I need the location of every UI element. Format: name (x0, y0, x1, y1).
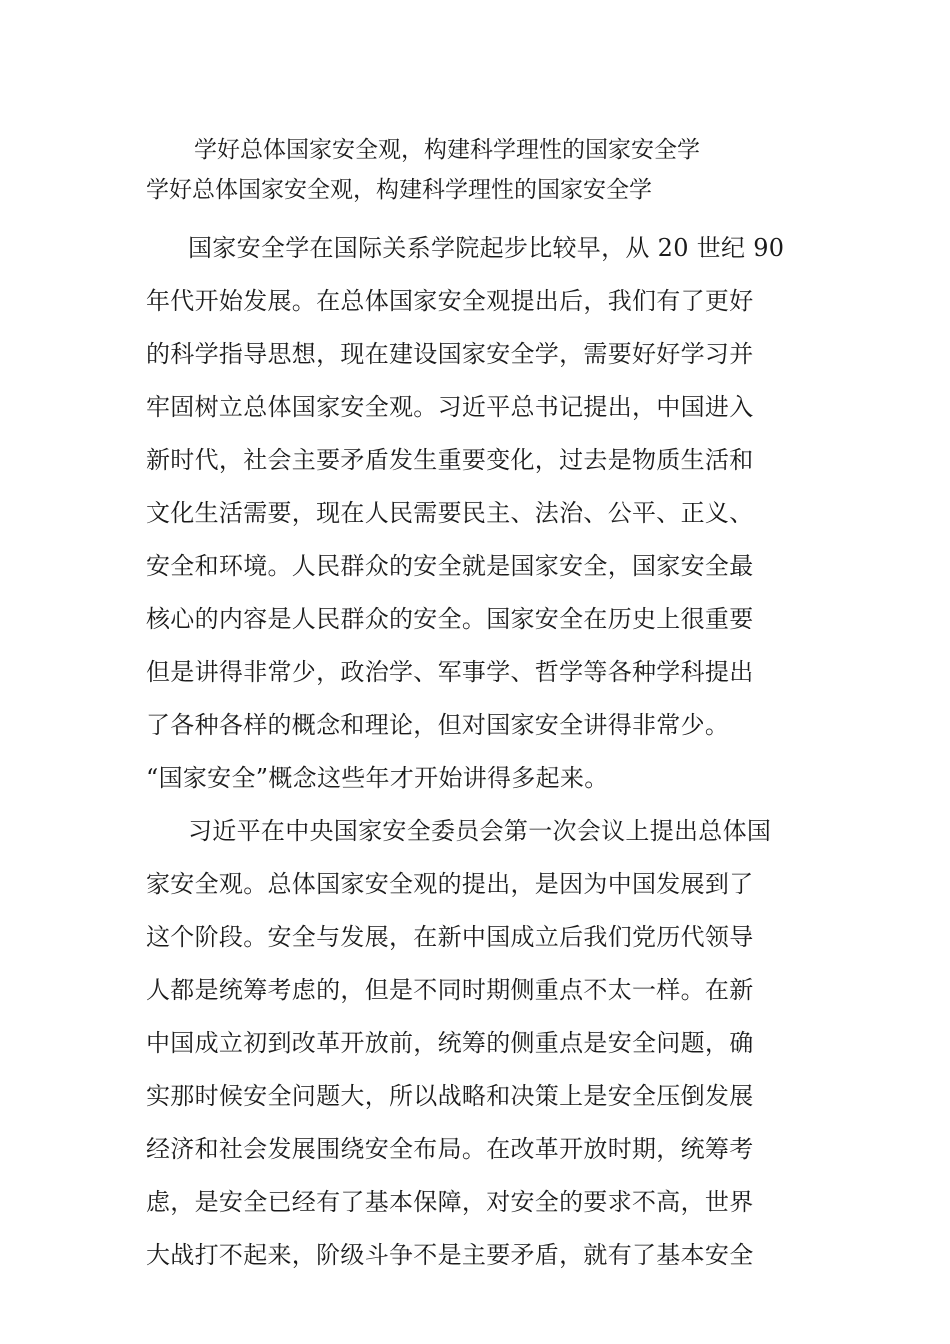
paragraph-line: 核心的内容是人民群众的安全。国家安全在历史上很重要 (146, 605, 754, 633)
document-heading: 学好总体国家安全观，构建科学理性的国家安全学 (194, 137, 700, 163)
paragraph-2 (146, 805, 808, 1282)
document-subheading: 学好总体国家安全观，构建科学理性的国家安全学 (146, 177, 652, 203)
paragraph-1 (146, 222, 808, 805)
paragraph-line: 新时代，社会主要矛盾发生重要变化，过去是物质生活和 (146, 446, 754, 474)
paragraph-line: 国家安全学在国际关系学院起步比较早，从 20 世纪 90 (188, 234, 785, 262)
paragraph-line: 人都是统筹考虑的，但是不同时期侧重点不太一样。在新 (146, 976, 754, 1004)
paragraph-line: 实那时候安全问题大，所以战略和决策上是安全压倒发展 (146, 1082, 754, 1110)
paragraph-line: 这个阶段。安全与发展，在新中国成立后我们党历代领导 (146, 923, 754, 951)
paragraph-line: 但是讲得非常少，政治学、军事学、哲学等各种学科提出 (146, 658, 754, 686)
document-body (146, 130, 808, 1282)
paragraph-line: 安全和环境。人民群众的安全就是国家安全，国家安全最 (146, 552, 754, 580)
paragraph-line: 年代开始发展。在总体国家安全观提出后，我们有了更好 (146, 287, 754, 315)
paragraph-line: 习近平在中央国家安全委员会第一次会议上提出总体国 (188, 817, 772, 845)
paragraph-line: “国家安全”概念这些年才开始讲得多起来。 (146, 764, 609, 792)
paragraph-line: 牢固树立总体国家安全观。习近平总书记提出，中国进入 (146, 393, 754, 421)
paragraph-line: 中国成立初到改革开放前，统筹的侧重点是安全问题，确 (146, 1029, 754, 1057)
paragraph-line: 的科学指导思想，现在建设国家安全学，需要好好学习并 (146, 340, 754, 368)
paragraph-line: 家安全观。总体国家安全观的提出，是因为中国发展到了 (146, 870, 754, 898)
paragraph-line: 虑，是安全已经有了基本保障，对安全的要求不高，世界 (146, 1188, 754, 1216)
paragraph-line: 大战打不起来，阶级斗争不是主要矛盾，就有了基本安全 (146, 1241, 754, 1269)
paragraph-line: 了各种各样的概念和理论，但对国家安全讲得非常少。 (146, 711, 730, 739)
paragraph-line: 文化生活需要，现在人民需要民主、法治、公平、正义、 (146, 499, 754, 527)
paragraph-line: 经济和社会发展围绕安全布局。在改革开放时期，统筹考 (146, 1135, 754, 1163)
